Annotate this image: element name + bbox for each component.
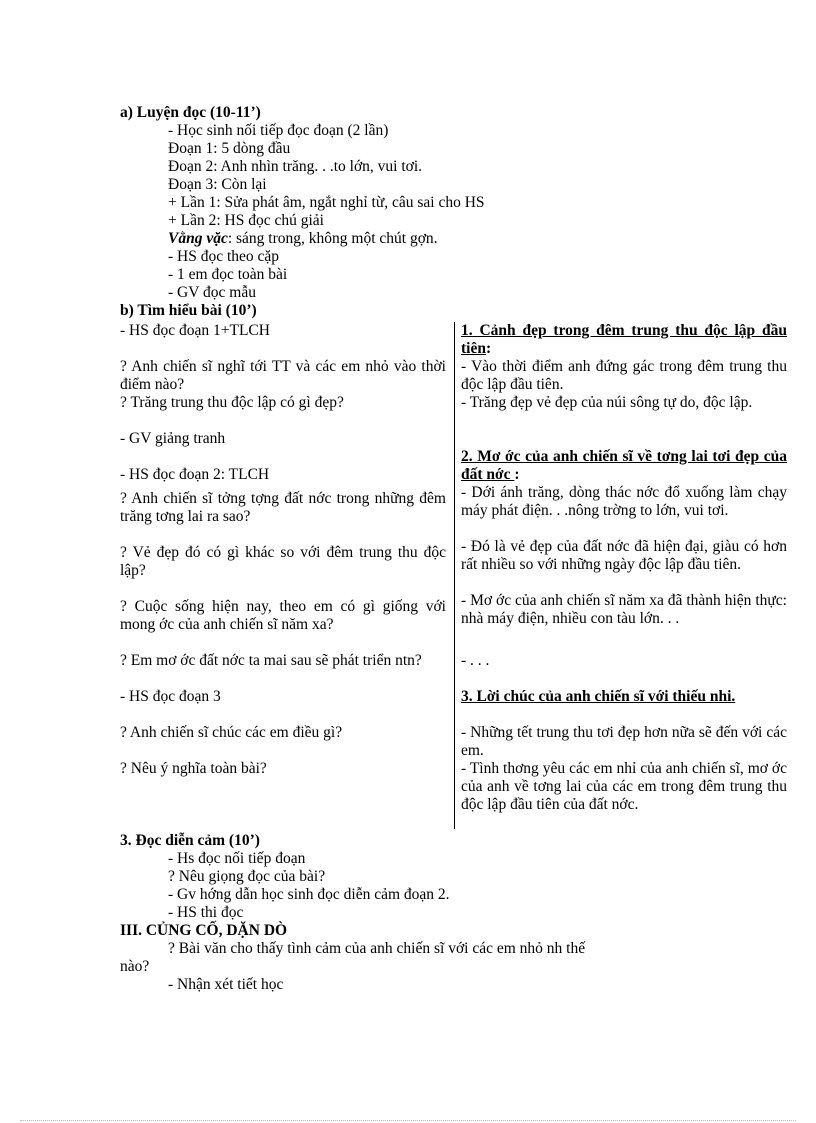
right-heading-2 [461,448,787,484]
text-line: - Nhận xét tiết học [168,976,284,993]
text-line: Đoạn 2: Anh nhìn trăng. . .to lớn, vui tơi. [168,158,423,175]
vocab-line [168,230,438,248]
text-line: ? Nêu giọng đọc của bài? [168,868,326,885]
left-item: - GV giảng tranh [120,430,226,447]
column-divider [454,322,455,829]
right-item: - Trăng đẹp vẻ đẹp của núi sông tự do, độc lập. [461,394,753,411]
text-line: - GV đọc mẫu [168,284,256,301]
text-line: - HS đọc theo cặp [168,248,280,265]
text-line: nào? [120,958,150,975]
vocab-term: Vằng vặc [168,230,228,247]
text-line: Đoạn 3: Còn lại [168,176,267,193]
left-item: ? Cuộc sống hiện nay, theo em có gì giống với mong ớc của anh chiến sĩ năm xa? [120,598,446,633]
vocab-definition: : sáng trong, không một chút gợn. [227,230,438,247]
right-heading-2-text: 2. Mơ ớc của anh chiến sĩ về tơng lai tơi đẹp của đất nớc [461,448,787,483]
left-item: ? Anh chiến sĩ nghĩ tới TT và các em nhỏ vào thời điểm nào? [120,358,446,393]
left-item: - HS đọc đoạn 1+TLCH [120,322,270,339]
left-item: ? Em mơ ớc đất nớc ta mai sau sẽ phát triển ntn? [120,652,422,669]
right-item: - Dới ánh trăng, dòng thác nớc đổ xuống làm chạy máy phát điện. . .nông trờng to lớn, vui tơi. [461,484,787,519]
section-3-heading: 3. Đọc diễn cảm (10’) [120,832,260,849]
page-bottom-border [20,1120,796,1121]
text-line: - HS thi đọc [168,904,244,921]
text-line: - Hs đọc nối tiếp đoạn [168,850,306,867]
section-b-heading: b) Tìm hiểu bài (10’) [120,302,257,319]
right-heading-2-tail: : [514,466,520,483]
right-heading-3: 3. Lời chúc của anh chiến sĩ với thiếu nhi. [461,688,736,705]
right-item: - Đó là vẻ đẹp của đất nớc đã hiện đại, giàu có hơn rất nhiều so với những ngày độc lập đầu tiên. [461,538,787,573]
left-item: - HS đọc đoạn 2: TLCH [120,466,270,483]
right-item: - Mơ ớc của anh chiến sĩ năm xa đã thành hiện thực: nhà máy điện, nhiều con tàu lớn. . . [461,592,787,627]
left-item: ? Nêu ý nghĩa toàn bài? [120,760,267,777]
text-line: ? Bài văn cho thấy tình cảm của anh chiến sĩ với các em nhỏ nh thế [168,940,586,957]
text-line: - Học sinh nối tiếp đọc đoạn (2 lần) [168,122,389,139]
right-item: - . . . [461,652,490,669]
text-line: + Lần 2: HS đọc chú giải [168,212,324,229]
left-item: ? Anh chiến sĩ tởng tợng đất nớc trong những đêm trăng tơng lai ra sao? [120,490,446,525]
right-item: - Tình thơng yêu các em nhỉ của anh chiến sĩ, mơ ớc của anh về tơng lai của các em trong đêm trung thu độc lập đầu tiên của đất nớc. [461,760,787,813]
left-item: - HS đọc đoạn 3 [120,688,221,705]
left-item: ? Vẻ đẹp đó có gì khác so với đêm trung thu độc lập? [120,544,446,579]
right-heading-1-tail: : [485,340,492,357]
text-line: Đoạn 1: 5 dòng đầu [168,140,291,157]
left-item: ? Trăng trung thu độc lập có gì đẹp? [120,394,344,411]
right-item: - Vào thời điểm anh đứng gác trong đêm trung thu độc lập đầu tiên. [461,358,787,393]
right-heading-1-text: 1. Cảnh đẹp trong đêm trung thu độc lập đầu tiên [461,322,787,357]
text-line: + Lần 1: Sửa phát âm, ngắt nghỉ từ, câu sai cho HS [168,194,485,211]
right-item: - Những tết trung thu tơi đẹp hơn nữa sẽ đến với các em. [461,724,787,759]
text-line: - 1 em đọc toàn bài [168,266,288,283]
right-heading-1 [461,322,787,358]
text-line: - Gv hớng dẫn học sinh đọc diễn cảm đoạn 2. [168,886,450,903]
section-a-heading: a) Luyện đọc (10-11’) [120,104,261,121]
left-item: ? Anh chiến sĩ chúc các em điều gì? [120,724,343,741]
section-III-heading: III. CỦNG CỐ, DẶN DÒ [120,922,288,939]
